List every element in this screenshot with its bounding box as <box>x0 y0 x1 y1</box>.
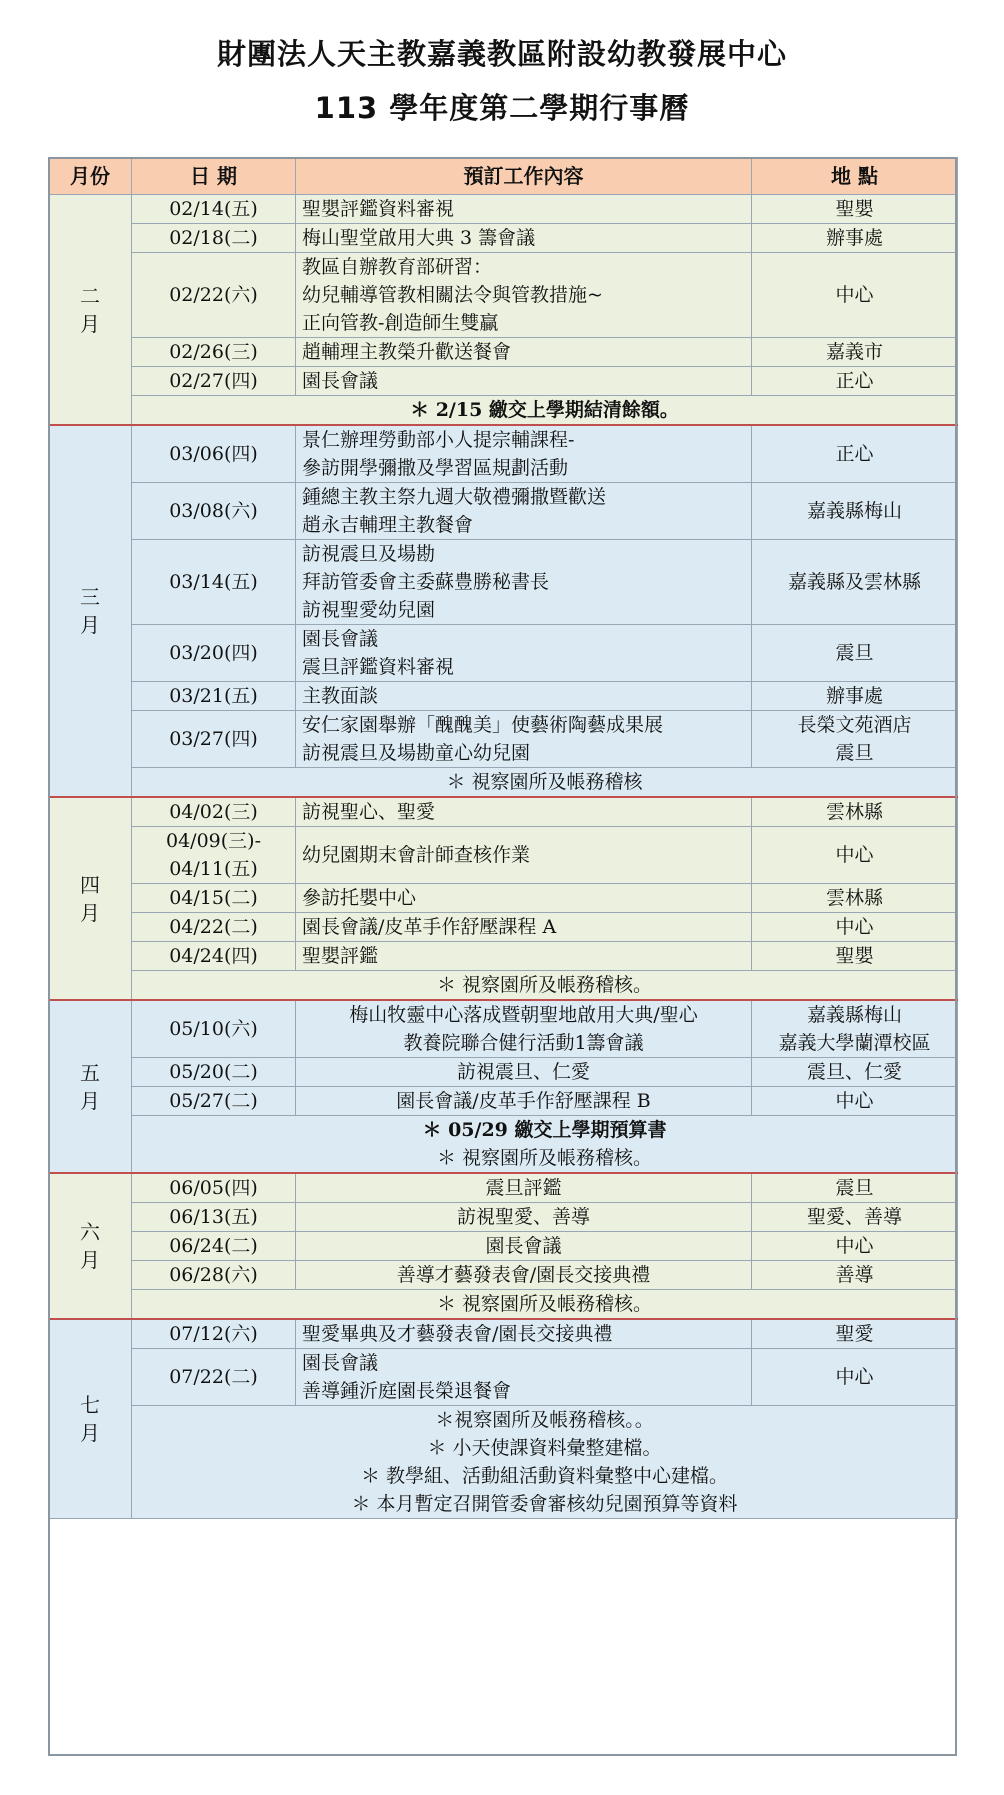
month-note: ＊視察園所及帳務稽核。。 <box>435 1409 654 1431</box>
event-place-line: 嘉義縣梅山 <box>806 1004 902 1026</box>
event-date <box>132 1349 296 1406</box>
table-row <box>49 1203 958 1232</box>
event-date <box>132 625 296 682</box>
month-note: ＊ 2/15 繳交上學期結清餘額。 <box>410 399 679 421</box>
header-content: 預訂工作內容 <box>296 158 752 195</box>
calendar-table <box>48 157 958 1519</box>
event-place <box>752 195 958 224</box>
month-note: ＊ 小天使課資料彙整建檔。 <box>427 1437 662 1459</box>
event-place <box>752 682 958 711</box>
event-place <box>752 884 958 913</box>
event-content <box>296 625 752 682</box>
event-content <box>296 540 752 625</box>
month-label-line: 七 <box>80 1393 100 1417</box>
event-date <box>132 338 296 367</box>
event-date-line: 06/28(六) <box>169 1264 258 1286</box>
event-date <box>132 540 296 625</box>
event-place <box>752 1232 958 1261</box>
event-content-line: 園長會議/皮革手作舒壓課程 A <box>302 916 557 938</box>
event-place <box>752 711 958 768</box>
event-place <box>752 1203 958 1232</box>
table-row <box>49 1000 958 1058</box>
event-date-line: 04/15(二) <box>169 887 258 909</box>
note-row <box>49 768 958 798</box>
event-date <box>132 195 296 224</box>
month-label <box>49 1173 132 1319</box>
event-content-line: 正向管教-創造師生雙贏 <box>302 312 499 334</box>
event-content-line: 震旦評鑑 <box>485 1177 562 1199</box>
event-date-line: 02/18(二) <box>169 227 258 249</box>
event-place-line: 中心 <box>835 1090 874 1112</box>
event-content-line: 主教面談 <box>302 685 379 707</box>
month-label-line: 五 <box>80 1060 100 1085</box>
table-row <box>49 253 958 338</box>
event-place-line: 嘉義大學蘭潭校區 <box>778 1032 931 1054</box>
event-date <box>132 711 296 768</box>
month-label-line: 三 <box>80 585 100 609</box>
event-content-line: 聖嬰評鑑資料審視 <box>302 198 455 220</box>
event-place <box>752 1000 958 1058</box>
event-content-line: 園長會議 <box>302 370 379 392</box>
event-content-line: 參訪托嬰中心 <box>302 887 417 909</box>
table-row <box>49 224 958 253</box>
event-content-line: 園長會議 <box>302 1352 379 1374</box>
event-content-line: 園長會議 <box>485 1235 562 1257</box>
event-date-line: 05/20(二) <box>169 1061 258 1083</box>
event-content-line: 園長會議 <box>302 628 379 650</box>
event-content-line: 善導才藝發表會/園長交接典禮 <box>396 1264 651 1286</box>
month-note: ＊ 視察園所及帳務稽核。 <box>436 974 653 996</box>
event-place-line: 中心 <box>835 916 874 938</box>
event-place <box>752 625 958 682</box>
event-place-line: 正心 <box>835 443 874 465</box>
table-row <box>49 942 958 971</box>
table-row <box>49 711 958 768</box>
table-row <box>49 797 958 827</box>
event-date <box>132 1261 296 1290</box>
event-content <box>296 1087 752 1116</box>
event-place <box>752 483 958 540</box>
event-place-line: 正心 <box>835 370 874 392</box>
event-place <box>752 942 958 971</box>
event-date <box>132 1203 296 1232</box>
month-notes <box>132 1290 958 1320</box>
event-date <box>132 1058 296 1087</box>
event-place <box>752 253 958 338</box>
event-date-line: 02/27(四) <box>169 370 258 392</box>
event-content <box>296 1232 752 1261</box>
event-date-line: 03/14(五) <box>169 571 258 593</box>
event-date <box>132 1232 296 1261</box>
event-place-line: 震旦 <box>835 742 874 764</box>
event-place <box>752 367 958 396</box>
note-row <box>49 1406 958 1519</box>
event-content <box>296 1349 752 1406</box>
event-place-line: 中心 <box>835 1235 874 1257</box>
event-content-line: 梅山牧靈中心落成暨朝聖地啟用大典/聖心 <box>349 1004 698 1026</box>
month-label-line: 二 <box>80 283 100 308</box>
table-row <box>49 1087 958 1116</box>
event-content-line: 園長會議/皮革手作舒壓課程 B <box>396 1090 651 1112</box>
table-row <box>49 1349 958 1406</box>
event-place-line: 嘉義市 <box>825 341 883 363</box>
event-content-line: 幼兒園期末會計師查核作業 <box>302 844 531 866</box>
event-date-line: 03/08(六) <box>169 500 258 522</box>
table-row <box>49 1173 958 1203</box>
month-notes <box>132 768 958 798</box>
event-content <box>296 338 752 367</box>
header-row <box>49 158 958 195</box>
note-row <box>49 971 958 1001</box>
event-content-line: 訪視震旦及場勘 <box>302 543 436 565</box>
event-date-line: 02/26(三) <box>169 341 258 363</box>
event-content-line: 善導鍾沂庭園長榮退餐會 <box>302 1380 512 1402</box>
month-notes <box>132 396 958 426</box>
table-row <box>49 913 958 942</box>
event-date-line: 04/09(三)- <box>165 830 261 852</box>
month-label-line: 六 <box>80 1220 100 1244</box>
event-place-line: 嘉義縣及雲林縣 <box>787 571 921 593</box>
event-content <box>296 1173 752 1203</box>
event-place-line: 震旦 <box>835 642 874 664</box>
event-place-line: 中心 <box>835 284 874 306</box>
event-content-line: 訪視聖愛、善導 <box>456 1206 590 1228</box>
table-row <box>49 1058 958 1087</box>
table-row <box>49 1232 958 1261</box>
event-date <box>132 942 296 971</box>
event-content-line: 聖嬰評鑑 <box>302 945 379 967</box>
event-content <box>296 253 752 338</box>
month-notes <box>132 1406 958 1519</box>
event-date-line: 02/14(五) <box>169 198 258 220</box>
event-date-line: 06/13(五) <box>169 1206 258 1228</box>
event-place-line: 長榮文苑酒店 <box>797 714 912 736</box>
event-date-line: 04/24(四) <box>169 945 258 967</box>
month-label <box>49 797 132 1000</box>
event-content-line: 拜訪管委會主委蘇豊勝秘書長 <box>302 571 550 593</box>
event-place <box>752 913 958 942</box>
event-place <box>752 1261 958 1290</box>
event-date-line: 06/24(二) <box>169 1235 258 1257</box>
month-note: ＊ 教學組、活動組活動資料彙整中心建檔。 <box>360 1465 729 1487</box>
event-place-line: 嘉義縣梅山 <box>806 500 902 522</box>
table-row <box>49 540 958 625</box>
event-date <box>132 1000 296 1058</box>
event-content <box>296 1000 752 1058</box>
table-row <box>49 483 958 540</box>
event-content <box>296 195 752 224</box>
event-content <box>296 913 752 942</box>
month-label-line: 月 <box>80 613 100 637</box>
month-notes <box>132 971 958 1001</box>
event-content-line: 鍾總主教主祭九週大敬禮彌撒暨歡送 <box>302 486 607 508</box>
event-content <box>296 1319 752 1349</box>
month-note: ＊ 視察園所及帳務稽核 <box>446 771 643 793</box>
event-content-line: 訪視聖心、聖愛 <box>302 801 436 823</box>
table-row <box>49 1261 958 1290</box>
month-label <box>49 425 132 797</box>
event-content-line: 訪視震旦、仁愛 <box>456 1061 590 1083</box>
event-date-line: 04/11(五) <box>169 858 258 880</box>
event-date <box>132 253 296 338</box>
event-content <box>296 682 752 711</box>
event-place <box>752 1058 958 1087</box>
table-row <box>49 367 958 396</box>
event-date <box>132 1087 296 1116</box>
event-date <box>132 797 296 827</box>
note-row <box>49 396 958 426</box>
event-content <box>296 1058 752 1087</box>
event-content-line: 聖愛畢典及才藝發表會/園長交接典禮 <box>302 1323 613 1345</box>
event-date <box>132 682 296 711</box>
month-label-line: 月 <box>80 900 100 925</box>
header-month: 月份 <box>49 158 132 195</box>
note-row <box>49 1116 958 1174</box>
table-row <box>49 425 958 483</box>
event-date <box>132 827 296 884</box>
event-date-line: 06/05(四) <box>169 1177 258 1199</box>
event-date-line: 07/12(六) <box>169 1323 258 1345</box>
event-content <box>296 1261 752 1290</box>
event-place <box>752 1087 958 1116</box>
table-row <box>49 338 958 367</box>
event-place-line: 聖嬰 <box>835 945 874 967</box>
page-subtitle: 113 學年度第二學期行事曆 <box>314 91 690 125</box>
event-date-line: 03/06(四) <box>169 443 258 465</box>
event-place-line: 震旦 <box>835 1177 874 1199</box>
event-place-line: 辦事處 <box>825 685 883 707</box>
event-place <box>752 540 958 625</box>
month-label <box>49 195 132 426</box>
month-note: ＊ 05/29 繳交上學期預算書 <box>422 1119 667 1141</box>
header-place: 地 點 <box>752 158 958 195</box>
month-label-line: 四 <box>80 872 100 897</box>
table-row <box>49 682 958 711</box>
event-content-line: 景仁辦理勞動部小人提宗輔課程- <box>302 429 575 451</box>
event-place-line: 聖嬰 <box>835 198 874 220</box>
event-content <box>296 827 752 884</box>
month-label-line: 月 <box>80 1088 100 1113</box>
event-place-line: 震旦、仁愛 <box>806 1061 902 1083</box>
event-place-line: 中心 <box>835 844 874 866</box>
note-row <box>49 1290 958 1320</box>
event-place-line: 辦事處 <box>825 227 883 249</box>
event-content <box>296 224 752 253</box>
event-date <box>132 367 296 396</box>
event-content-line: 趙輔理主教榮升歡送餐會 <box>302 341 512 363</box>
event-place <box>752 425 958 483</box>
event-content <box>296 1203 752 1232</box>
event-place <box>752 827 958 884</box>
event-date <box>132 1173 296 1203</box>
calendar-body <box>49 195 958 1519</box>
event-content-line: 趙永吉輔理主教餐會 <box>302 514 474 536</box>
event-place-line: 善導 <box>835 1264 874 1286</box>
event-date-line: 03/20(四) <box>169 642 258 664</box>
event-content-line: 幼兒輔導管教相關法令與管教措施~ <box>302 284 603 306</box>
table-row <box>49 625 958 682</box>
event-date-line: 04/02(三) <box>169 801 258 823</box>
table-row <box>49 827 958 884</box>
event-date-line: 02/22(六) <box>169 284 258 306</box>
event-date-line: 03/27(四) <box>169 728 258 750</box>
month-note: ＊ 本月暫定召開管委會審核幼兒園預算等資料 <box>351 1493 738 1515</box>
event-date-line: 04/22(二) <box>169 916 258 938</box>
event-content <box>296 797 752 827</box>
event-place <box>752 338 958 367</box>
event-place-line: 中心 <box>835 1366 874 1388</box>
event-content <box>296 483 752 540</box>
event-date-line: 07/22(二) <box>169 1366 258 1388</box>
page-title: 財團法人天主教嘉義教區附設幼教發展中心 <box>216 37 787 71</box>
event-content <box>296 711 752 768</box>
event-content-line: 訪視震旦及場勘童心幼兒園 <box>302 742 531 764</box>
month-label <box>49 1319 132 1519</box>
event-place <box>752 797 958 827</box>
table-row <box>49 884 958 913</box>
event-date-line: 03/21(五) <box>169 685 258 707</box>
event-date-line: 05/10(六) <box>169 1018 258 1040</box>
event-place-line: 雲林縣 <box>825 887 883 909</box>
event-content-line: 教養院聯合健行活動1籌會議 <box>403 1032 644 1054</box>
event-place-line: 聖愛、善導 <box>806 1206 902 1228</box>
event-content-line: 安仁家園舉辦「醜醜美」使藝術陶藝成果展 <box>302 714 664 736</box>
event-content-line: 訪視聖愛幼兒園 <box>302 599 436 621</box>
event-content <box>296 367 752 396</box>
event-content-line: 參訪開學彌撒及學習區規劃活動 <box>302 457 569 479</box>
event-date <box>132 1319 296 1349</box>
event-place <box>752 1349 958 1406</box>
event-place-line: 聖愛 <box>835 1323 874 1345</box>
event-content <box>296 425 752 483</box>
event-place <box>752 1173 958 1203</box>
event-date <box>132 224 296 253</box>
month-notes <box>132 1116 958 1174</box>
table-row <box>49 1319 958 1349</box>
month-label <box>49 1000 132 1173</box>
event-place <box>752 1319 958 1349</box>
event-date <box>132 425 296 483</box>
event-date <box>132 483 296 540</box>
table-row <box>49 195 958 224</box>
month-note: ＊ 視察園所及帳務稽核。 <box>436 1147 653 1169</box>
month-label-line: 月 <box>80 311 100 336</box>
month-label-line: 月 <box>80 1421 100 1445</box>
event-place <box>752 224 958 253</box>
event-date <box>132 884 296 913</box>
event-content-line: 震旦評鑑資料審視 <box>302 656 455 678</box>
month-label-line: 月 <box>80 1248 100 1272</box>
event-content-line: 梅山聖堂啟用大典 3 籌會議 <box>302 227 536 249</box>
month-note: ＊ 視察園所及帳務稽核。 <box>436 1293 653 1315</box>
header-date: 日 期 <box>132 158 296 195</box>
event-content-line: 教區自辦教育部研習： <box>302 256 493 278</box>
event-content <box>296 942 752 971</box>
event-date-line: 05/27(二) <box>169 1090 258 1112</box>
event-date <box>132 913 296 942</box>
event-place-line: 雲林縣 <box>825 801 883 823</box>
event-content <box>296 884 752 913</box>
